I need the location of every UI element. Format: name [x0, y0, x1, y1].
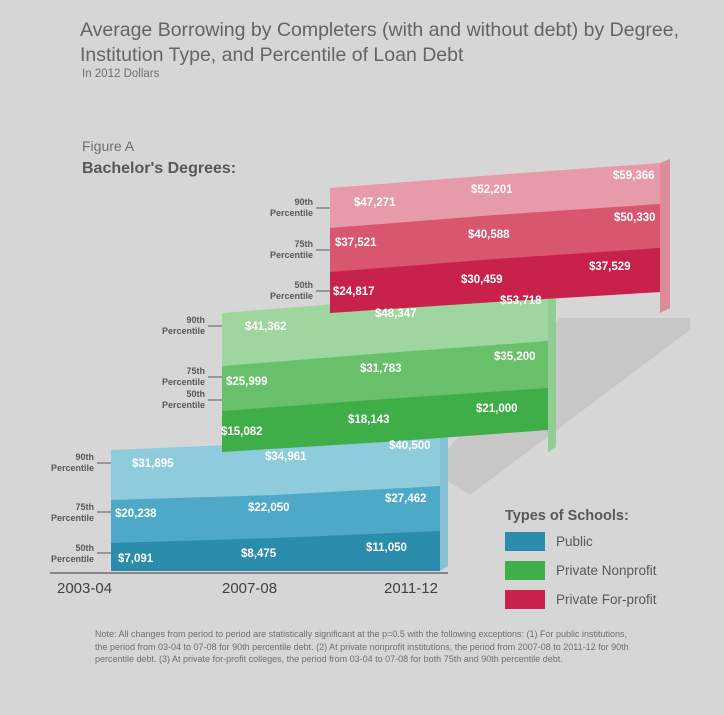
legend-label-public: Public	[556, 534, 593, 549]
figure-label: Figure A	[82, 138, 135, 154]
nonprofit-right-face	[548, 284, 556, 452]
value-public-75-2007: $22,050	[248, 502, 290, 514]
legend-swatch-forprofit	[505, 590, 545, 609]
axis-year-2011: 2011-12	[384, 580, 438, 597]
value-forprofit-90-2011: $59,366	[613, 170, 655, 182]
value-nonprofit-90-2011: $53,718	[500, 295, 542, 307]
legend-swatch-public	[505, 532, 545, 551]
pct-nonprofit-90: 90th Percentile	[161, 315, 205, 336]
value-public-50-2007: $8,475	[241, 548, 277, 560]
value-nonprofit-90-2007: $48,347	[375, 308, 417, 320]
value-public-50-2011: $11,050	[366, 542, 407, 554]
value-nonprofit-50-2011: $21,000	[476, 403, 518, 415]
page-subtitle: In 2012 Dollars	[82, 68, 160, 80]
footnote: Note: All changes from period to period are statistically significant at the p=0.5 with the following exceptions: (1) For public institutions, the period from 03-04 to 07-08 for 90th percentile debt. (2) At private nonprofit institutions, the period from 2007-08 to 2011-12 for 90th percentile debt. (3) At private for-profit colleges, the period from 03-04 to 07-08 for both 75th and 90th percentile debt.	[95, 629, 629, 664]
value-nonprofit-90-2003: $41,362	[245, 321, 287, 333]
pct-nonprofit-75: 75th Percentile	[161, 366, 205, 387]
value-forprofit-75-2007: $40,588	[468, 229, 510, 241]
public-right-face	[440, 428, 448, 571]
leader-lines-forprofit	[316, 208, 330, 291]
pct-public-50: 50th Percentile	[50, 543, 94, 564]
degree-label: Bachelor's Degrees:	[82, 160, 237, 177]
value-public-90-2007: $34,961	[265, 451, 307, 463]
pct-public-90: 90th Percentile	[50, 452, 94, 473]
value-nonprofit-75-2007: $31,783	[360, 363, 402, 375]
pct-public-75: 75th Percentile	[50, 502, 94, 523]
value-forprofit-90-2003: $47,271	[354, 197, 396, 209]
legend-swatch-nonprofit	[505, 561, 545, 580]
legend-title: Types of Schools:	[505, 508, 629, 524]
value-forprofit-75-2011: $50,330	[614, 212, 656, 224]
value-public-50-2003: $7,091	[118, 553, 154, 565]
value-public-90-2003: $31,895	[132, 458, 174, 470]
value-forprofit-50-2011: $37,529	[589, 261, 631, 273]
leader-lines-nonprofit	[208, 326, 222, 400]
value-forprofit-50-2003: $24,817	[333, 286, 375, 298]
value-nonprofit-75-2011: $35,200	[494, 351, 536, 363]
value-nonprofit-50-2007: $18,143	[348, 414, 390, 426]
value-nonprofit-50-2003: $15,082	[221, 426, 263, 438]
pct-forprofit-75: 75th Percentile	[269, 239, 313, 260]
value-forprofit-75-2003: $37,521	[335, 237, 377, 249]
pct-nonprofit-50: 50th Percentile	[161, 389, 205, 410]
axis-year-2003: 2003-04	[57, 580, 113, 597]
value-public-75-2003: $20,238	[115, 508, 157, 520]
value-forprofit-50-2007: $30,459	[461, 274, 503, 286]
value-public-75-2011: $27,462	[385, 493, 427, 505]
axis-year-2007: 2007-08	[222, 580, 278, 597]
pct-forprofit-50: 50th Percentile	[269, 280, 313, 301]
legend-label-forprofit: Private For-profit	[556, 592, 657, 607]
value-public-90-2011: $40,500	[389, 440, 431, 452]
legend-label-nonprofit: Private Nonprofit	[556, 563, 657, 578]
forprofit-right-face	[660, 159, 670, 313]
value-nonprofit-75-2003: $25,999	[226, 376, 268, 388]
page-title: Average Borrowing by Completers (with and without debt) by Degree, Institution Type, and Percentile of Loan Debt	[80, 19, 680, 66]
leader-lines-public	[97, 463, 111, 553]
pct-forprofit-90: 90th Percentile	[269, 197, 313, 218]
value-forprofit-90-2007: $52,201	[471, 184, 513, 196]
